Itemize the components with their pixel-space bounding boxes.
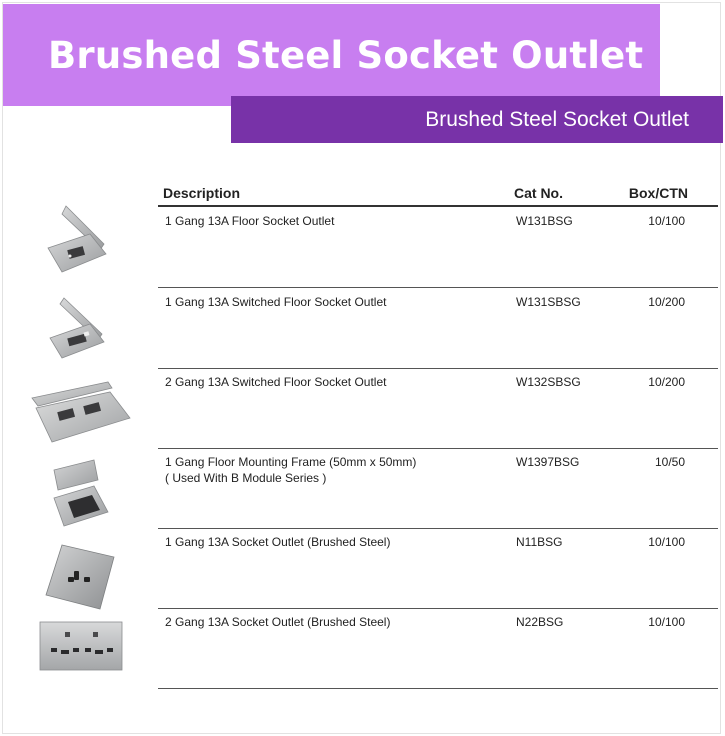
table-row xyxy=(158,448,718,529)
description-line: 1 Gang 13A Floor Socket Outlet xyxy=(165,214,335,228)
table-row xyxy=(158,528,718,609)
row-box-ctn: 10/100 xyxy=(648,535,685,549)
row-description xyxy=(165,374,505,390)
table-row xyxy=(158,207,718,288)
row-box-ctn: 10/200 xyxy=(648,375,685,389)
description-line: 1 Gang 13A Switched Floor Socket Outlet xyxy=(165,295,387,309)
description-line: 1 Gang 13A Socket Outlet (Brushed Steel) xyxy=(165,535,391,549)
description-line: 2 Gang 13A Switched Floor Socket Outlet xyxy=(165,375,387,389)
column-header-description: Description xyxy=(163,185,241,201)
floor-socket-image xyxy=(44,204,110,276)
page-subtitle: Brushed Steel Socket Outlet xyxy=(425,108,689,131)
row-box-ctn: 10/200 xyxy=(648,295,685,309)
single-socket-image xyxy=(44,543,116,611)
row-cat-no: W131SBSG xyxy=(516,295,581,309)
double-socket-image xyxy=(39,620,123,672)
table-row xyxy=(158,368,718,449)
description-line-2: ( Used With B Module Series ) xyxy=(165,471,327,485)
title-banner xyxy=(3,4,660,106)
table-row xyxy=(158,288,718,369)
description-line: 1 Gang Floor Mounting Frame (50mm x 50mm) xyxy=(165,455,417,469)
row-cat-no: W132SBSG xyxy=(516,375,581,389)
description-line: 2 Gang 13A Socket Outlet (Brushed Steel) xyxy=(165,615,391,629)
switched-floor-socket-image xyxy=(46,296,108,362)
mounting-frame-image xyxy=(50,458,110,528)
column-header-cat-no: Cat No. xyxy=(514,185,563,201)
row-description xyxy=(165,213,505,229)
row-box-ctn: 10/100 xyxy=(648,615,685,629)
row-cat-no: N22BSG xyxy=(516,615,564,629)
column-header-box-ctn: Box/CTN xyxy=(628,185,688,201)
row-cat-no: W1397BSG xyxy=(516,455,580,469)
row-description xyxy=(165,614,505,630)
row-cat-no: N11BSG xyxy=(516,535,563,549)
row-description xyxy=(165,534,505,550)
page-title: Brushed Steel Socket Outlet xyxy=(48,34,644,77)
row-description xyxy=(165,454,505,486)
double-floor-socket-image xyxy=(28,378,132,446)
table-row xyxy=(158,608,718,689)
subtitle-banner xyxy=(231,96,723,143)
row-cat-no: W131BSG xyxy=(516,214,573,228)
row-box-ctn: 10/50 xyxy=(654,455,685,469)
row-description xyxy=(165,294,505,310)
table-header xyxy=(158,184,718,207)
row-box-ctn: 10/100 xyxy=(648,214,685,228)
